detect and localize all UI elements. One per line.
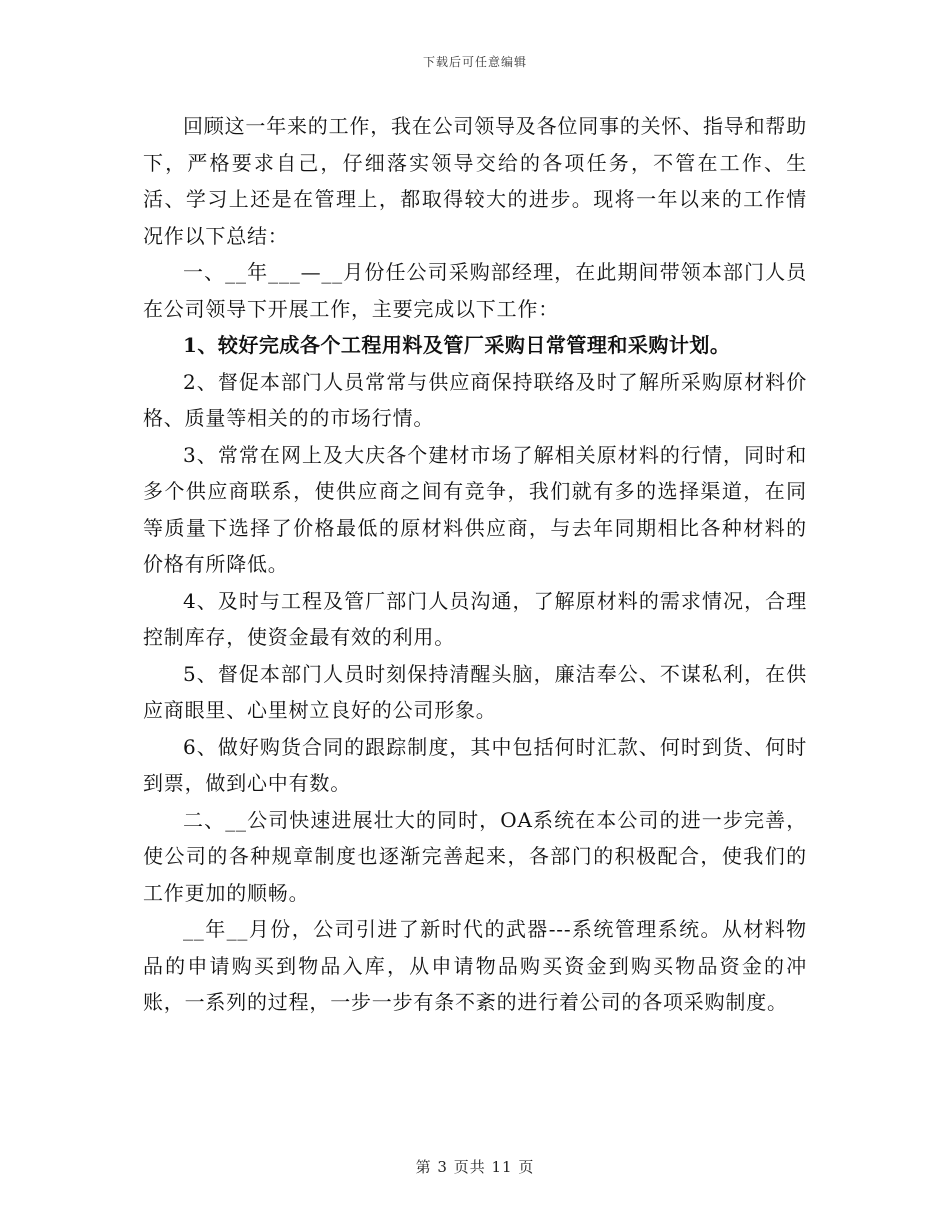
- paragraph-item-2: 2、督促本部门人员常常与供应商保持联络及时了解所采购原材料价格、质量等相关的的市场行情。: [143, 369, 807, 430]
- paragraph-item-4: 4、及时与工程及管厂部门人员沟通，了解原材料的需求情况，合理控制库存，使资金最有效的利用。: [143, 588, 807, 649]
- paragraph-system: __年__月份，公司引进了新时代的武器---系统管理系统。从材料物品的申请购买到物品入库，从申请物品购买资金到购买物品资金的冲账，一系列的过程，一步一步有条不紊的进行着公司的各项采购制度。: [143, 917, 807, 1014]
- page-header: 下载后可任意编辑: [422, 55, 527, 69]
- document-body: [143, 108, 807, 1021]
- paragraph-intro: 回顾这一年来的工作，我在公司领导及各位同事的关怀、指导和帮助下，严格要求自己，仔细落实领导交给的各项任务，不管在工作、生活、学习上还是在管理上，都取得较大的进步。现将一年以来的工作情况作以下总结：: [143, 114, 807, 248]
- paragraph-item-6: 6、做好购货合同的跟踪制度，其中包括何时汇款、何时到货、何时到票，做到心中有数。: [143, 734, 807, 795]
- paragraph-section-one: 一、__年___—__月份任公司采购部经理，在此期间带领本部门人员在公司领导下开展工作，主要完成以下工作：: [143, 260, 807, 321]
- paragraph-item-1: 1、较好完成各个工程用料及管厂采购日常管理和采购计划。: [183, 333, 731, 357]
- page-footer: 第 3 页共 11 页: [415, 1158, 535, 1176]
- paragraph-section-two: 二、__公司快速进展壮大的同时，OA系统在本公司的进一步完善，使公司的各种规章制度也逐渐完善起来，各部门的积极配合，使我们的工作更加的顺畅。: [143, 807, 807, 905]
- paragraph-item-5: 5、督促本部门人员时刻保持清醒头脑，廉洁奉公、不谋私利，在供应商眼里、心里树立良好的公司形象。: [143, 661, 807, 722]
- paragraph-item-3: 3、常常在网上及大庆各个建材市场了解相关原材料的行情，同时和多个供应商联系，使供应商之间有竞争，我们就有多的选择渠道，在同等质量下选择了价格最低的原材料供应商，与去年同期相比各种材料的价格有所降低。: [143, 442, 807, 576]
